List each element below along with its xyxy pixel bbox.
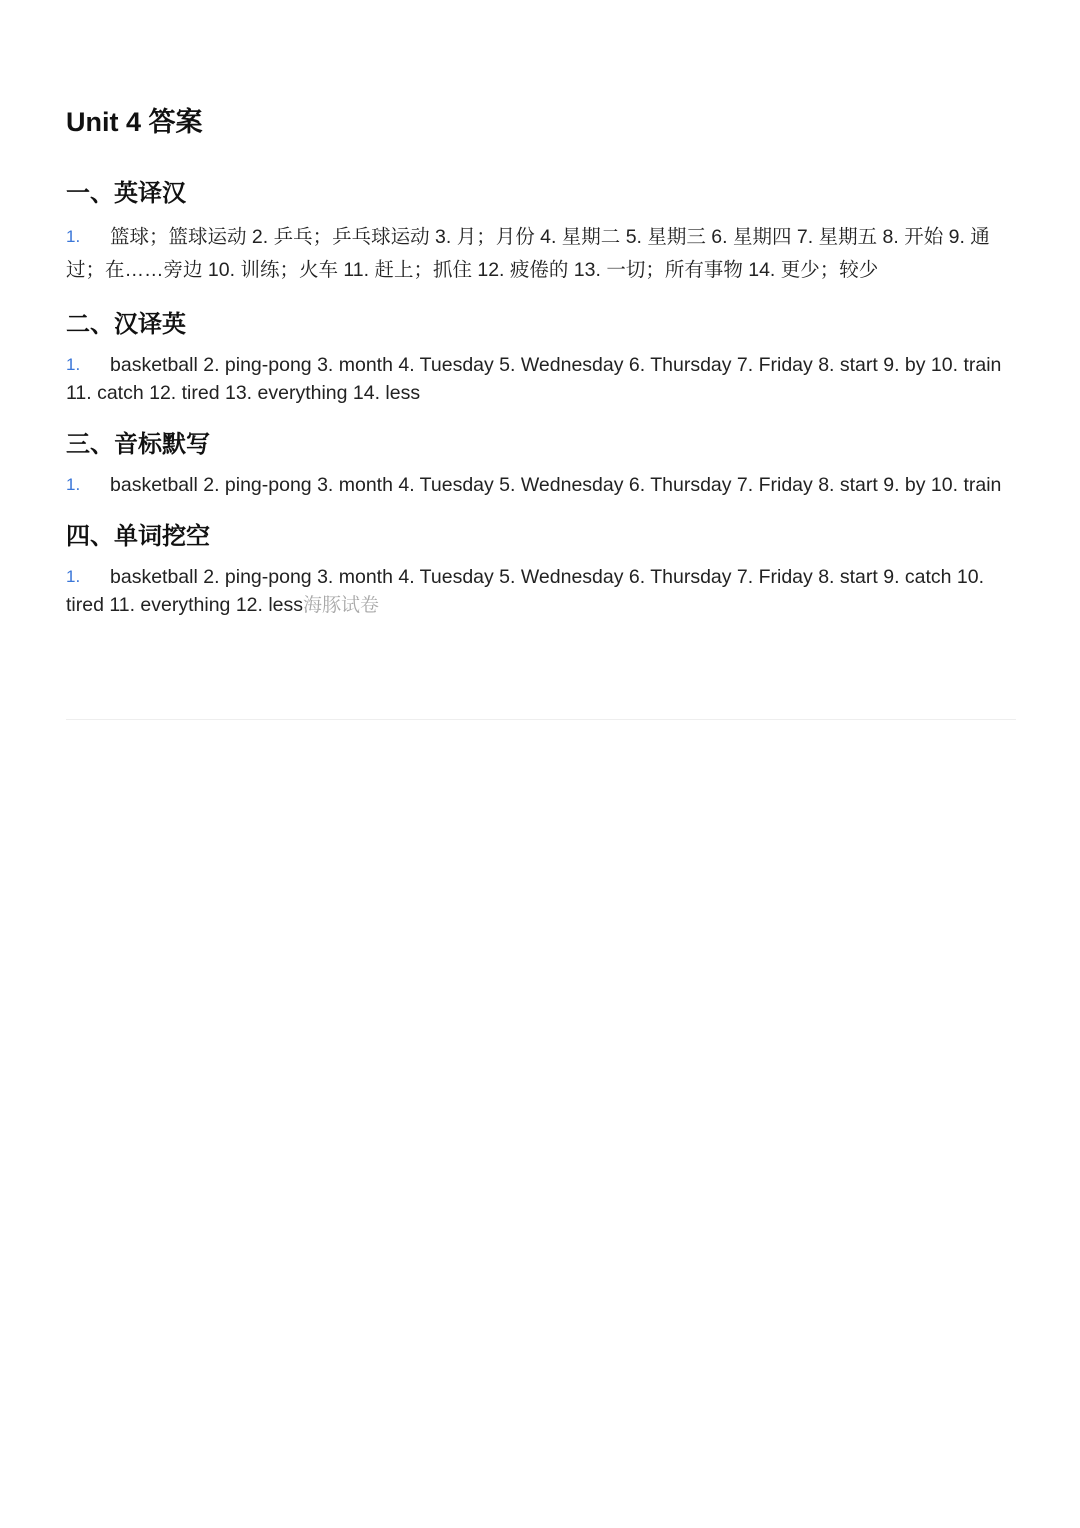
answer-line [66, 471, 1016, 499]
section-heading: 二、汉译英 [66, 311, 186, 338]
answer-text: 篮球；篮球运动 2. 乒乓；乒乓球运动 3. 月；月份 4. 星期二 5. 星期三 6. 星期四 7. 星期五 8. 开始 9. 通过；在……旁边 10. 训练；火车 11. 赶上；抓住 12. 疲倦的 13. 一切；所有事物 14. 更少；较少 [66, 226, 990, 281]
answer-number: 1. [66, 355, 81, 374]
answer-line [66, 351, 1016, 407]
answer-number: 1. [66, 475, 81, 494]
section-heading: 一、英译汉 [66, 180, 186, 207]
section-heading: 三、音标默写 [66, 431, 210, 458]
answer-line [66, 220, 1016, 287]
section-chinese-to-english [66, 309, 1016, 407]
page-divider [66, 719, 1016, 720]
section-word-blanks [66, 521, 1016, 619]
answer-text: basketball 2. ping-pong 3. month 4. Tuesday 5. Wednesday 6. Thursday 7. Friday 8. start 9. catch 10. tired 11. everything 12. less [66, 566, 985, 616]
answer-text: basketball 2. ping-pong 3. month 4. Tuesday 5. Wednesday 6. Thursday 7. Friday 8. start 9. by 10. train 11. catch 12. tired 13. everything 14. less [66, 354, 1002, 404]
answer-line [66, 563, 1016, 619]
page-title: Unit 4 答案 [66, 107, 203, 137]
answer-number: 1. [66, 227, 81, 246]
section-english-to-chinese [66, 178, 1016, 287]
section-heading: 四、单词挖空 [66, 523, 210, 550]
answer-sheet [66, 100, 1016, 641]
answer-number: 1. [66, 567, 81, 586]
section-phonetic-dictation [66, 429, 1016, 499]
watermark-text: 海豚试卷 [303, 594, 380, 616]
answer-text: basketball 2. ping-pong 3. month 4. Tuesday 5. Wednesday 6. Thursday 7. Friday 8. start 9. by 10. train [110, 474, 1002, 496]
